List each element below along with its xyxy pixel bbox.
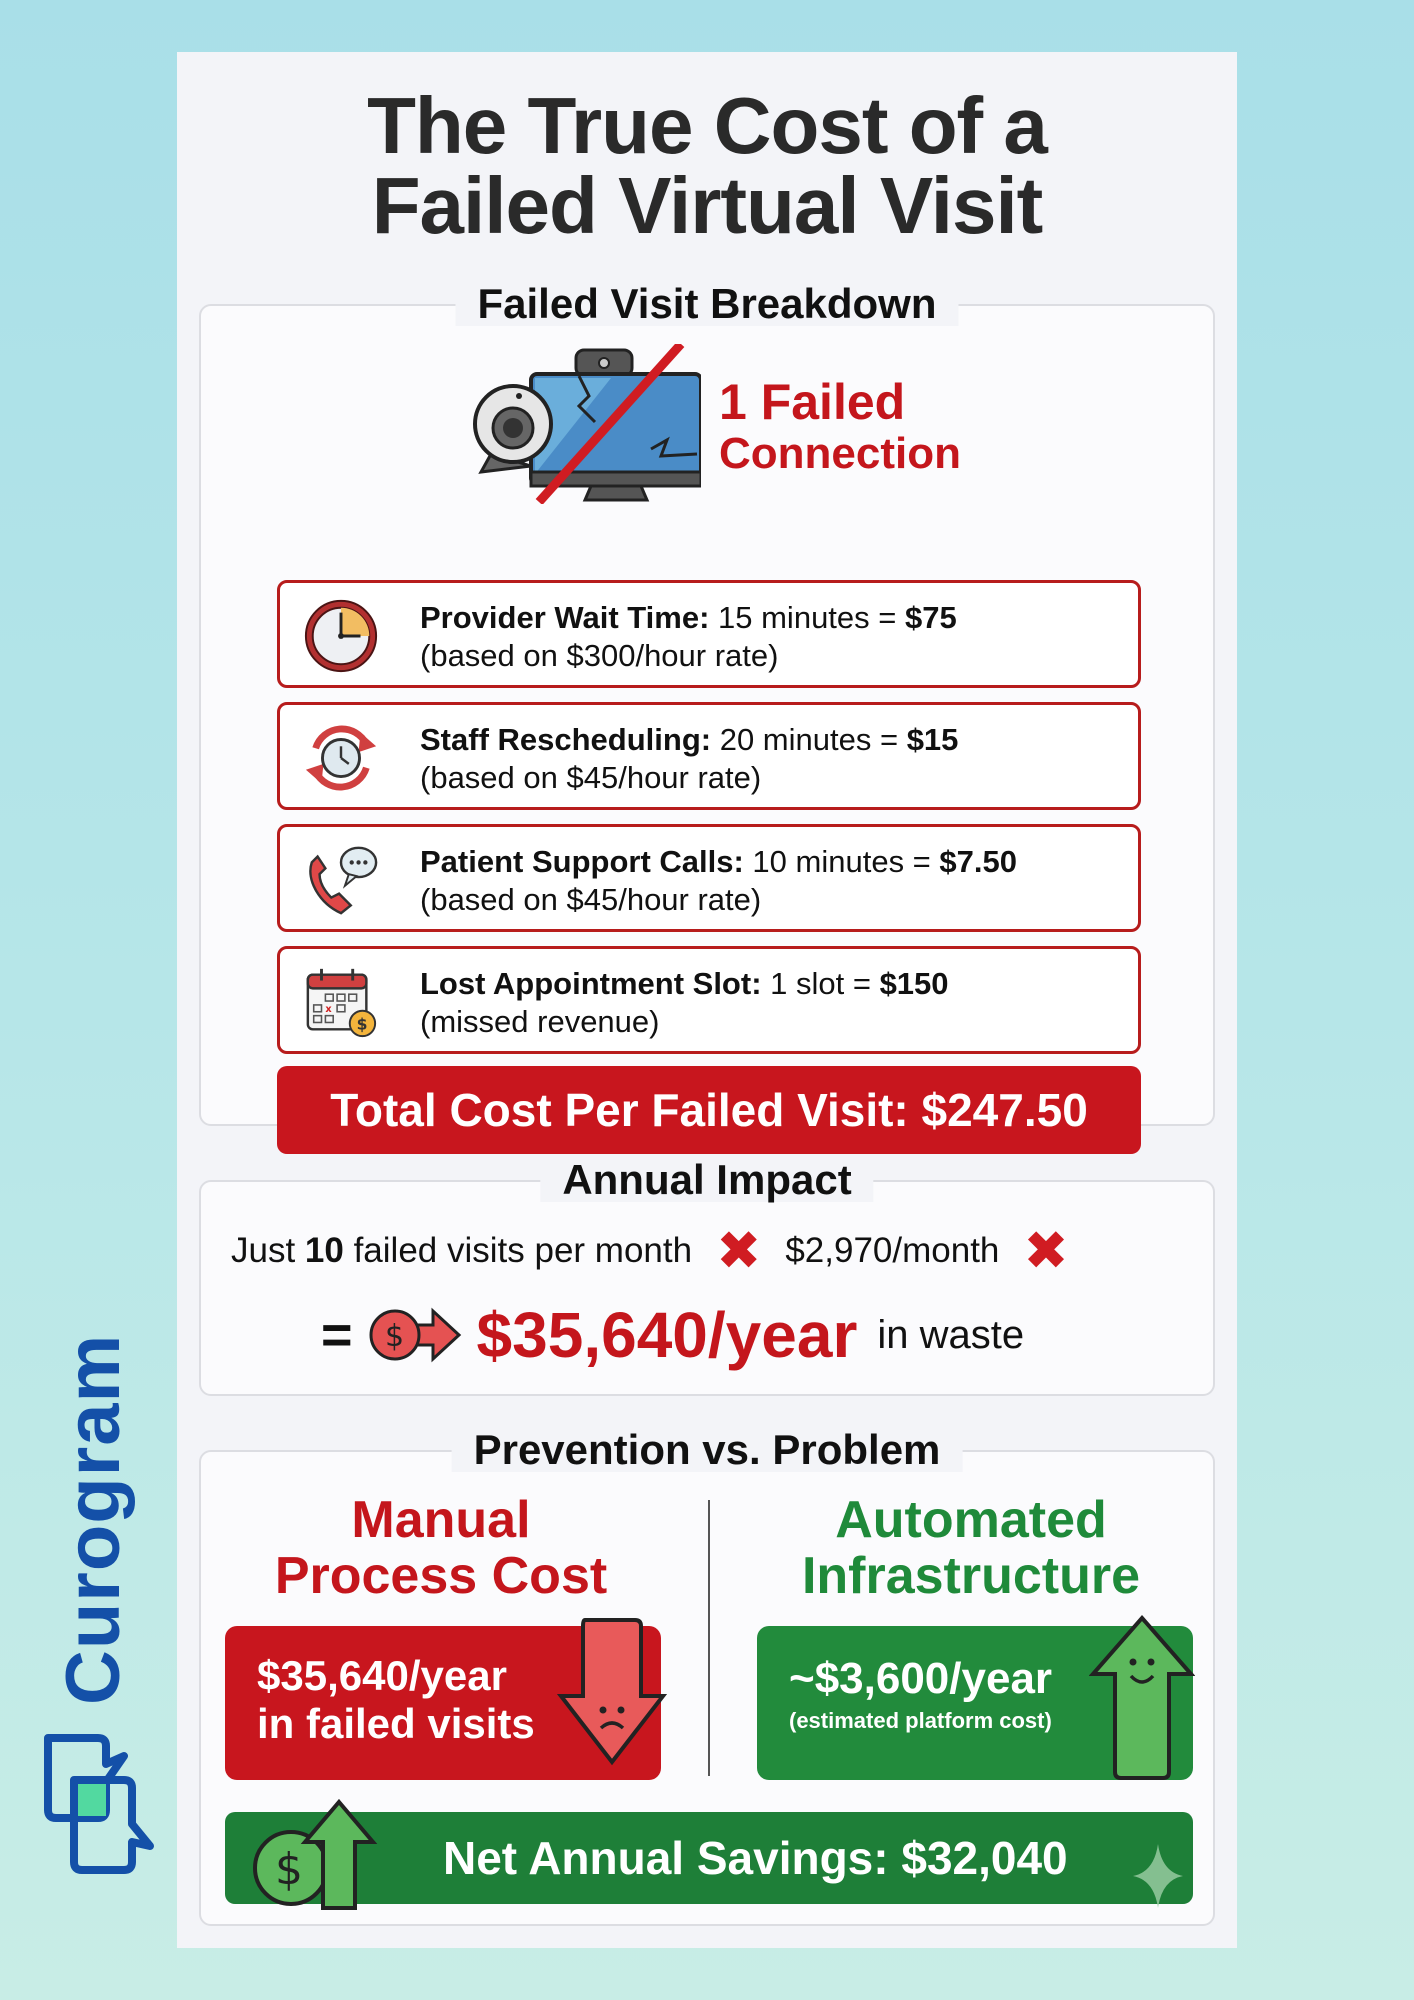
cost-item-text bbox=[420, 599, 957, 675]
annual-calculation-line bbox=[231, 1221, 1191, 1281]
curogram-logo-icon bbox=[38, 1730, 156, 1880]
cost-item-staff-rescheduling bbox=[277, 702, 1141, 810]
failed-connection-hero bbox=[471, 344, 991, 504]
cost-item-label: Provider Wait Time: bbox=[420, 600, 710, 635]
failed-visit-breakdown-section bbox=[199, 280, 1215, 1136]
annual-result-line bbox=[321, 1300, 1024, 1370]
title-line-1: The True Cost of a bbox=[367, 81, 1047, 170]
cost-item-text bbox=[420, 843, 1017, 919]
multiply-x-icon: ✖ bbox=[1023, 1221, 1069, 1281]
cost-item-amount: $7.50 bbox=[939, 844, 1017, 879]
total-cost-banner: Total Cost Per Failed Visit: $247.50 bbox=[277, 1066, 1141, 1154]
cost-item-lost-slot bbox=[277, 946, 1141, 1054]
clock-icon bbox=[302, 597, 380, 675]
cost-item-label: Patient Support Calls: bbox=[420, 844, 744, 879]
happy-up-arrow-icon bbox=[1089, 1612, 1195, 1782]
prevention-vs-problem-section bbox=[199, 1426, 1215, 1926]
manual-cost-amount: $35,640/year bbox=[257, 1652, 507, 1699]
cost-item-note: (based on $300/hour rate) bbox=[420, 638, 779, 673]
reschedule-clock-icon bbox=[302, 719, 380, 797]
cost-item-text bbox=[420, 965, 949, 1041]
cost-item-detail: 1 slot = bbox=[761, 966, 880, 1001]
infographic-card bbox=[177, 52, 1237, 1948]
manual-process-title bbox=[211, 1492, 671, 1604]
hero-line-1: 1 Failed bbox=[719, 374, 906, 430]
cost-item-patient-support bbox=[277, 824, 1141, 932]
svg-text:x: x bbox=[325, 1003, 332, 1015]
svg-text:$: $ bbox=[384, 1319, 404, 1354]
multiply-x-icon: ✖ bbox=[716, 1221, 762, 1281]
column-divider bbox=[708, 1500, 710, 1776]
automated-cost-amount: ~$3,600/year bbox=[789, 1654, 1053, 1703]
net-savings-banner: Net Annual Savings: $32,040 bbox=[225, 1812, 1193, 1904]
cost-item-amount: $15 bbox=[906, 722, 959, 757]
cost-item-provider-wait bbox=[277, 580, 1141, 688]
cost-item-note: (based on $45/hour rate) bbox=[420, 760, 762, 795]
manual-cost-caption: in failed visits bbox=[257, 1700, 535, 1747]
calendar-dollar-icon bbox=[302, 963, 380, 1041]
in-waste-label: in waste bbox=[877, 1312, 1025, 1357]
section-title: Failed Visit Breakdown bbox=[455, 282, 958, 326]
dollar-up-arrow-icon bbox=[251, 1798, 391, 1910]
brand-wordmark: Curogram bbox=[51, 1333, 136, 1705]
cost-item-detail: 15 minutes = bbox=[709, 600, 905, 635]
title-line: Infrastructure bbox=[801, 1547, 1141, 1605]
section-title: Annual Impact bbox=[540, 1158, 873, 1202]
svg-text:$: $ bbox=[275, 1844, 303, 1895]
section-title: Prevention vs. Problem bbox=[452, 1428, 963, 1472]
broken-monitor-webcam-icon bbox=[471, 344, 701, 504]
text: Just bbox=[231, 1231, 305, 1270]
cost-item-amount: $75 bbox=[905, 600, 957, 635]
cost-item-detail: 20 minutes = bbox=[711, 722, 907, 757]
cost-item-label: Staff Rescheduling: bbox=[420, 722, 712, 757]
title-line: Automated bbox=[835, 1491, 1107, 1549]
equals-sign: = bbox=[321, 1305, 353, 1365]
yearly-waste-amount: $35,640/year bbox=[476, 1299, 858, 1371]
annual-impact-section bbox=[199, 1156, 1215, 1396]
hero-line-2: Connection bbox=[719, 429, 961, 478]
title-line: Process Cost bbox=[274, 1547, 608, 1605]
money-out-arrow-icon bbox=[367, 1305, 463, 1365]
sad-down-arrow-icon bbox=[557, 1616, 667, 1766]
svg-text:$: $ bbox=[356, 1015, 368, 1034]
cost-item-note: (missed revenue) bbox=[420, 1004, 660, 1039]
cost-item-text bbox=[420, 721, 958, 797]
cost-item-amount: $150 bbox=[879, 966, 949, 1001]
page-title bbox=[177, 81, 1237, 250]
text: failed visits per month bbox=[343, 1231, 693, 1270]
monthly-cost: $2,970/month bbox=[785, 1231, 1000, 1270]
cost-item-label: Lost Appointment Slot: bbox=[420, 966, 762, 1001]
automated-cost-caption: (estimated platform cost) bbox=[789, 1708, 1052, 1733]
sparkle-icon bbox=[1133, 1844, 1183, 1908]
automated-infrastructure-title bbox=[741, 1492, 1201, 1604]
failed-visit-count: 10 bbox=[304, 1231, 344, 1270]
cost-item-detail: 10 minutes = bbox=[743, 844, 940, 879]
title-line: Manual bbox=[351, 1491, 531, 1549]
phone-chat-icon bbox=[302, 841, 380, 919]
cost-item-note: (based on $45/hour rate) bbox=[420, 882, 762, 917]
failed-connection-label bbox=[719, 376, 961, 480]
title-line-2: Failed Virtual Visit bbox=[371, 161, 1043, 250]
failed-visits-per-month bbox=[231, 1226, 692, 1276]
